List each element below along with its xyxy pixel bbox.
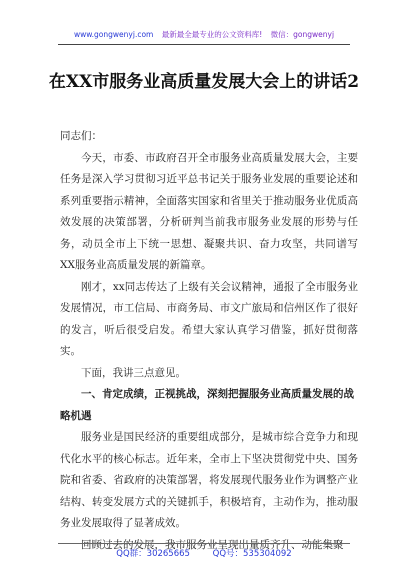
top-banner <box>0 30 408 40</box>
promo-text: 最新最全最专业的公文资料库! <box>161 30 263 39</box>
footer-contact <box>0 548 408 560</box>
section-heading: 一、肯定成绩，正视挑战，深刻把握服务业高质量发展的战略机遇 <box>60 388 354 422</box>
paragraph: 回顾过去的发展，我市服务业呈现出量质齐升、动能集聚 <box>81 538 344 551</box>
site-link[interactable]: www.gongwenyj.com <box>73 30 154 39</box>
document-body <box>60 126 358 556</box>
qq-number: QQ号：535304092 <box>212 549 292 559</box>
paragraph: 刚才，xx同志传达了上级有关会议精神，通报了全市服务业发展情况，市工信局、市商务局、市文广旅局和信州区作了很好的发言，听后很受启发。希望大家认真学习借鉴，抓好贯彻落实。 <box>60 280 358 357</box>
header-divider <box>58 44 350 45</box>
qq-group: QQ群：30265665 <box>116 549 190 559</box>
greeting: 同志们： <box>60 130 102 142</box>
footer-divider <box>58 543 350 544</box>
paragraph: 今天，市委、市政府召开全市服务业高质量发展大会，主要任务是深入学习贯彻习近平总书记关于服务业发展的重要论述和系列重要指示精神，全面落实国家和省里关于推动服务业优质高效发展的决策部署，分析研判当前我市服务业发展的形势与任务，动员全市上下统一思想、凝聚共识、奋力攻坚，共同谱写XX服务业高质量发展的新篇章。 <box>60 151 358 271</box>
paragraph: 服务业是国民经济的重要组成部分，是城市综合竞争力和现代化水平的核心标志。近年来，全市上下坚决贯彻党中央、国务院和省委、省政府的决策部署，将发展现代服务业作为调整产业结构、转变发展方式的关键抓手，积极培育，主动作为，推动服务业发展取得了显著成效。 <box>60 431 358 529</box>
wechat-id: 微信：gongwenyj <box>270 30 335 39</box>
document-title: 在XX市服务业高质量发展大会上的讲话2 <box>48 72 360 92</box>
paragraph: 下面，我讲三点意见。 <box>81 366 186 379</box>
